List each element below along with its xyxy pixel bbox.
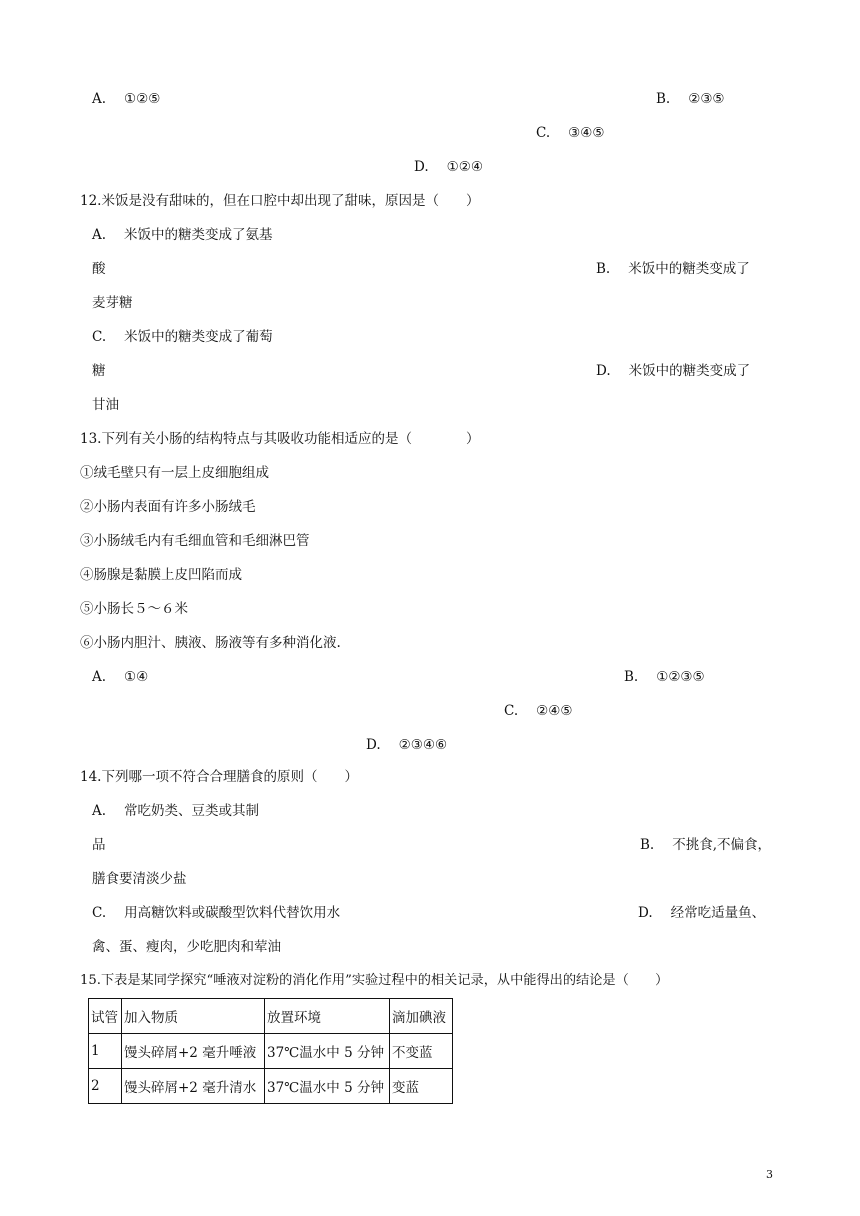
q13-statement-2: ②小肠内表面有许多小肠绒毛 (80, 499, 256, 515)
q14-stem: 14.下列哪一项不符合合理膳食的原则（ ） (80, 769, 358, 785)
table-cell: 馒头碎屑+2 毫升唾液 (122, 1034, 265, 1069)
option-text: ①②⑤ (124, 91, 161, 107)
option-letter: B. (596, 261, 611, 277)
q12-option-d-wrap: 甘油 (92, 397, 119, 413)
q12-option-a-wrap: 酸 (92, 261, 106, 277)
table-header-cell: 试管 (89, 999, 122, 1034)
q14-option-a-wrap: 品 (92, 837, 106, 853)
q13-option-c (504, 702, 572, 720)
q13-statement-5: ⑤小肠长５～６米 (80, 601, 188, 617)
option-letter: C. (92, 905, 107, 921)
table-row (89, 1034, 453, 1069)
q13-statement-6: ⑥小肠内胆汁、胰液、肠液等有多种消化液. (80, 635, 341, 651)
option-text: ②④⑤ (536, 703, 573, 719)
option-letter: C. (536, 125, 551, 141)
option-text: 米饭中的糖类变成了 (628, 363, 751, 379)
q13-option-a (92, 668, 148, 686)
q13-statement-3: ③小肠绒毛内有毛细血管和毛细淋巴管 (80, 533, 310, 549)
q14-option-d (638, 904, 765, 922)
q12-option-c (92, 328, 273, 346)
q12-stem: 12.米饭是没有甜味的，但在口腔中却出现了甜味，原因是（ ） (80, 193, 480, 209)
option-letter: D. (638, 905, 653, 921)
table-header-cell: 加入物质 (122, 999, 265, 1034)
option-text: ②③④⑥ (398, 737, 448, 753)
table-header-cell: 滴加碘液 (390, 999, 453, 1034)
table-header-row (89, 999, 453, 1034)
option-text: ③④⑤ (568, 125, 605, 141)
experiment-record-table (88, 998, 453, 1104)
option-letter: A. (92, 669, 107, 685)
q14-option-c (92, 904, 340, 922)
option-text: 不挑食,不偏食， (672, 837, 772, 853)
q13-stem: 13.下列有关小肠的结构特点与其吸收功能相适应的是（ ） (80, 431, 480, 447)
option-text: ①②③⑤ (656, 669, 705, 685)
q13-option-d (366, 736, 447, 754)
q14-option-b-wrap: 膳食要清淡少盐 (92, 871, 187, 887)
option-text: 米饭中的糖类变成了葡萄 (124, 329, 273, 345)
option-letter: C. (92, 329, 107, 345)
q15-stem: 15.下表是某同学探究“唾液对淀粉的消化作用”实验过程中的相关记录，从中能得出的结论是（ ） (80, 973, 669, 988)
q12-option-a (92, 226, 273, 244)
q12-option-d (596, 362, 750, 380)
option-letter: D. (414, 159, 429, 175)
option-text: ②③⑤ (688, 91, 725, 107)
q14-option-d-wrap: 禽、蛋、瘦肉，少吃肥肉和荤油 (92, 939, 281, 955)
q12-option-b-wrap: 麦芽糖 (92, 295, 133, 311)
table-cell: 变蓝 (390, 1069, 453, 1104)
q12-option-c-wrap: 糖 (92, 363, 106, 379)
option-letter: A. (92, 803, 107, 819)
page-number: 3 (766, 1168, 773, 1181)
q13-option-b (624, 668, 705, 686)
table-cell: 37℃温水中 5 分钟 (265, 1069, 390, 1104)
q13-statement-1: ①绒毛壁只有一层上皮细胞组成 (80, 465, 269, 481)
table-header-cell: 放置环境 (265, 999, 390, 1034)
q12-option-b (596, 260, 750, 278)
q14-option-b (640, 836, 771, 854)
option-letter: A. (92, 91, 107, 107)
option-text: 常吃奶类、豆类或其制 (124, 803, 260, 819)
q11-option-a (92, 90, 160, 108)
option-text: 用高糖饮料或碳酸型饮料代替饮用水 (124, 905, 341, 921)
table-cell: 馒头碎屑+2 毫升清水 (122, 1069, 265, 1104)
option-letter: D. (366, 737, 381, 753)
q13-statement-4: ④肠腺是黏膜上皮凹陷而成 (80, 567, 242, 583)
option-letter: B. (624, 669, 639, 685)
option-letter: B. (640, 837, 655, 853)
table-row (89, 1069, 453, 1104)
option-letter: A. (92, 227, 107, 243)
option-letter: B. (656, 91, 671, 107)
table-cell: 37℃温水中 5 分钟 (265, 1034, 390, 1069)
q11-option-d (414, 158, 483, 176)
q11-option-b (656, 90, 725, 108)
table-cell: 1 (89, 1034, 122, 1069)
q11-option-c (536, 124, 604, 142)
table-cell: 2 (89, 1069, 122, 1104)
table-cell: 不变蓝 (390, 1034, 453, 1069)
option-text: ①④ (124, 669, 149, 685)
option-letter: C. (504, 703, 519, 719)
q14-option-a (92, 802, 259, 820)
option-text: 米饭中的糖类变成了氨基 (124, 227, 273, 243)
option-letter: D. (596, 363, 611, 379)
option-text: 经常吃适量鱼、 (670, 905, 766, 921)
option-text: ①②④ (446, 159, 483, 175)
option-text: 米饭中的糖类变成了 (628, 261, 750, 277)
